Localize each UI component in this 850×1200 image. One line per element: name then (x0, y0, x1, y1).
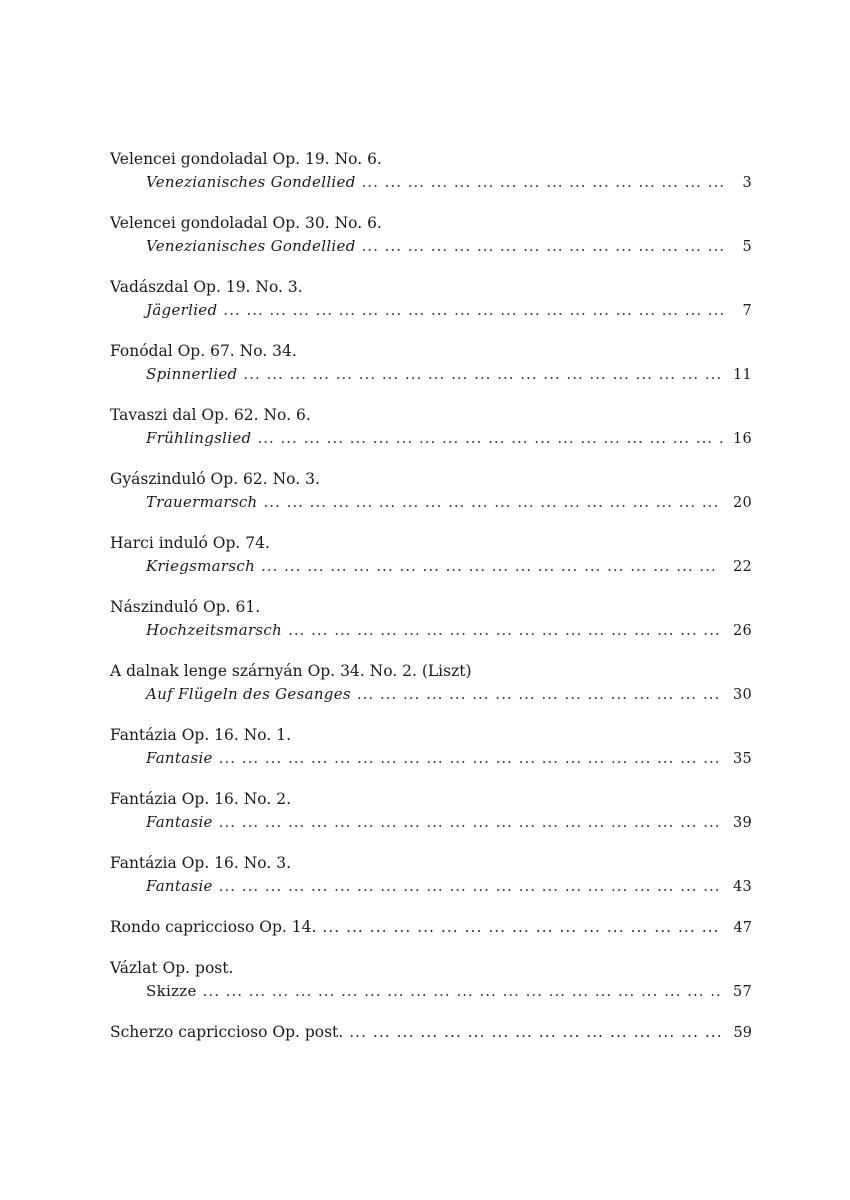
toc-subtitle: Spinnerlied (146, 365, 238, 383)
toc-title-line (110, 916, 752, 939)
toc-subtitle: Fantasie (146, 813, 213, 831)
toc-page-number: 22 (732, 559, 752, 575)
toc-entry (110, 276, 752, 322)
toc-subtitle: Venezianisches Gondellied (146, 173, 356, 191)
toc-title: Vázlat Op. post. (110, 959, 234, 977)
toc-entry (110, 788, 752, 834)
toc-page-number: 59 (733, 1025, 752, 1041)
toc-entry (110, 852, 752, 898)
toc-title: Rondo capriccioso Op. 14. (110, 918, 317, 936)
table-of-contents (110, 148, 752, 1044)
toc-subtitle: Fantasie (146, 749, 213, 767)
dot-leader (357, 683, 723, 706)
toc-entry (110, 468, 752, 514)
toc-subtitle: Hochzeitsmarsch (146, 621, 283, 639)
toc-title: Fantázia Op. 16. No. 3. (110, 854, 292, 872)
dot-leader (322, 916, 723, 939)
dot-leader (288, 619, 723, 642)
toc-title-line (110, 404, 752, 427)
toc-entry (110, 212, 752, 258)
toc-subtitle-line (110, 683, 752, 706)
toc-subtitle-line (110, 299, 752, 322)
toc-subtitle-line (110, 811, 752, 834)
dot-leader (261, 555, 723, 578)
toc-title: Gyászinduló Op. 62. No. 3. (110, 470, 320, 488)
toc-subtitle-line (110, 171, 752, 194)
toc-page-number: 43 (732, 879, 752, 895)
dot-leader (257, 427, 723, 450)
dot-leader (219, 875, 723, 898)
dot-leader (219, 747, 723, 770)
toc-title: Velencei gondoladal Op. 19. No. 6. (110, 150, 382, 168)
toc-page-number: 20 (732, 495, 752, 511)
toc-subtitle: Venezianisches Gondellied (146, 237, 356, 255)
toc-title-line (110, 340, 752, 363)
toc-subtitle-line (110, 427, 752, 450)
toc-title: Nászinduló Op. 61. (110, 598, 261, 616)
toc-title-line (110, 660, 752, 683)
toc-title-line (110, 148, 752, 171)
toc-title-line (110, 596, 752, 619)
toc-subtitle-line (110, 491, 752, 514)
toc-title-line (110, 852, 752, 875)
toc-subtitle: Auf Flügeln des Gesanges (146, 685, 351, 703)
toc-page-number: 47 (733, 920, 752, 936)
toc-title: Scherzo capriccioso Op. post. (110, 1023, 344, 1041)
toc-subtitle-line (110, 555, 752, 578)
toc-page-number: 39 (732, 815, 752, 831)
toc-title: Vadászdal Op. 19. No. 3. (110, 278, 303, 296)
toc-title: Harci induló Op. 74. (110, 534, 270, 552)
toc-title-line (110, 1021, 752, 1044)
toc-page-number: 3 (742, 175, 752, 191)
toc-page-number: 26 (732, 623, 752, 639)
toc-subtitle: Jägerlied (146, 301, 218, 319)
toc-entry (110, 724, 752, 770)
toc-title-line (110, 468, 752, 491)
toc-title: Tavaszi dal Op. 62. No. 6. (110, 406, 311, 424)
toc-subtitle: Frühlingslied (146, 429, 252, 447)
toc-entry (110, 660, 752, 706)
toc-page-number: 11 (732, 367, 752, 383)
toc-title-line (110, 957, 752, 980)
toc-entry (110, 957, 752, 1003)
toc-subtitle: Fantasie (146, 877, 213, 895)
toc-entry (110, 596, 752, 642)
toc-page-number: 7 (742, 303, 752, 319)
toc-subtitle-line (110, 235, 752, 258)
toc-page-number: 30 (732, 687, 752, 703)
toc-entry (110, 340, 752, 386)
toc-subtitle-line (110, 980, 752, 1003)
dot-leader (219, 811, 723, 834)
toc-title: A dalnak lenge szárnyán Op. 34. No. 2. (Liszt) (110, 662, 472, 680)
toc-title-line (110, 724, 752, 747)
toc-subtitle-line (110, 747, 752, 770)
toc-subtitle: Kriegsmarsch (146, 557, 256, 575)
toc-title: Fonódal Op. 67. No. 34. (110, 342, 297, 360)
dot-leader (203, 980, 723, 1003)
toc-subtitle: Skizze (146, 982, 197, 1000)
toc-title-line (110, 212, 752, 235)
dot-leader (362, 235, 724, 258)
toc-subtitle: Trauermarsch (146, 493, 258, 511)
toc-entry (110, 1021, 752, 1044)
toc-page-number: 35 (732, 751, 752, 767)
dot-leader (223, 299, 724, 322)
toc-title-line (110, 276, 752, 299)
toc-entry (110, 916, 752, 939)
toc-title-line (110, 788, 752, 811)
toc-title: Fantázia Op. 16. No. 2. (110, 790, 292, 808)
toc-entry (110, 404, 752, 450)
toc-page-number: 57 (732, 984, 752, 1000)
dot-leader (349, 1021, 723, 1044)
toc-title-line (110, 532, 752, 555)
dot-leader (362, 171, 724, 194)
dot-leader (243, 363, 723, 386)
toc-entry (110, 148, 752, 194)
dot-leader (264, 491, 723, 514)
toc-page-number: 5 (742, 239, 752, 255)
toc-subtitle-line (110, 619, 752, 642)
toc-title: Velencei gondoladal Op. 30. No. 6. (110, 214, 382, 232)
toc-page-number: 16 (732, 431, 752, 447)
toc-title: Fantázia Op. 16. No. 1. (110, 726, 292, 744)
toc-subtitle-line (110, 363, 752, 386)
toc-entry (110, 532, 752, 578)
toc-subtitle-line (110, 875, 752, 898)
